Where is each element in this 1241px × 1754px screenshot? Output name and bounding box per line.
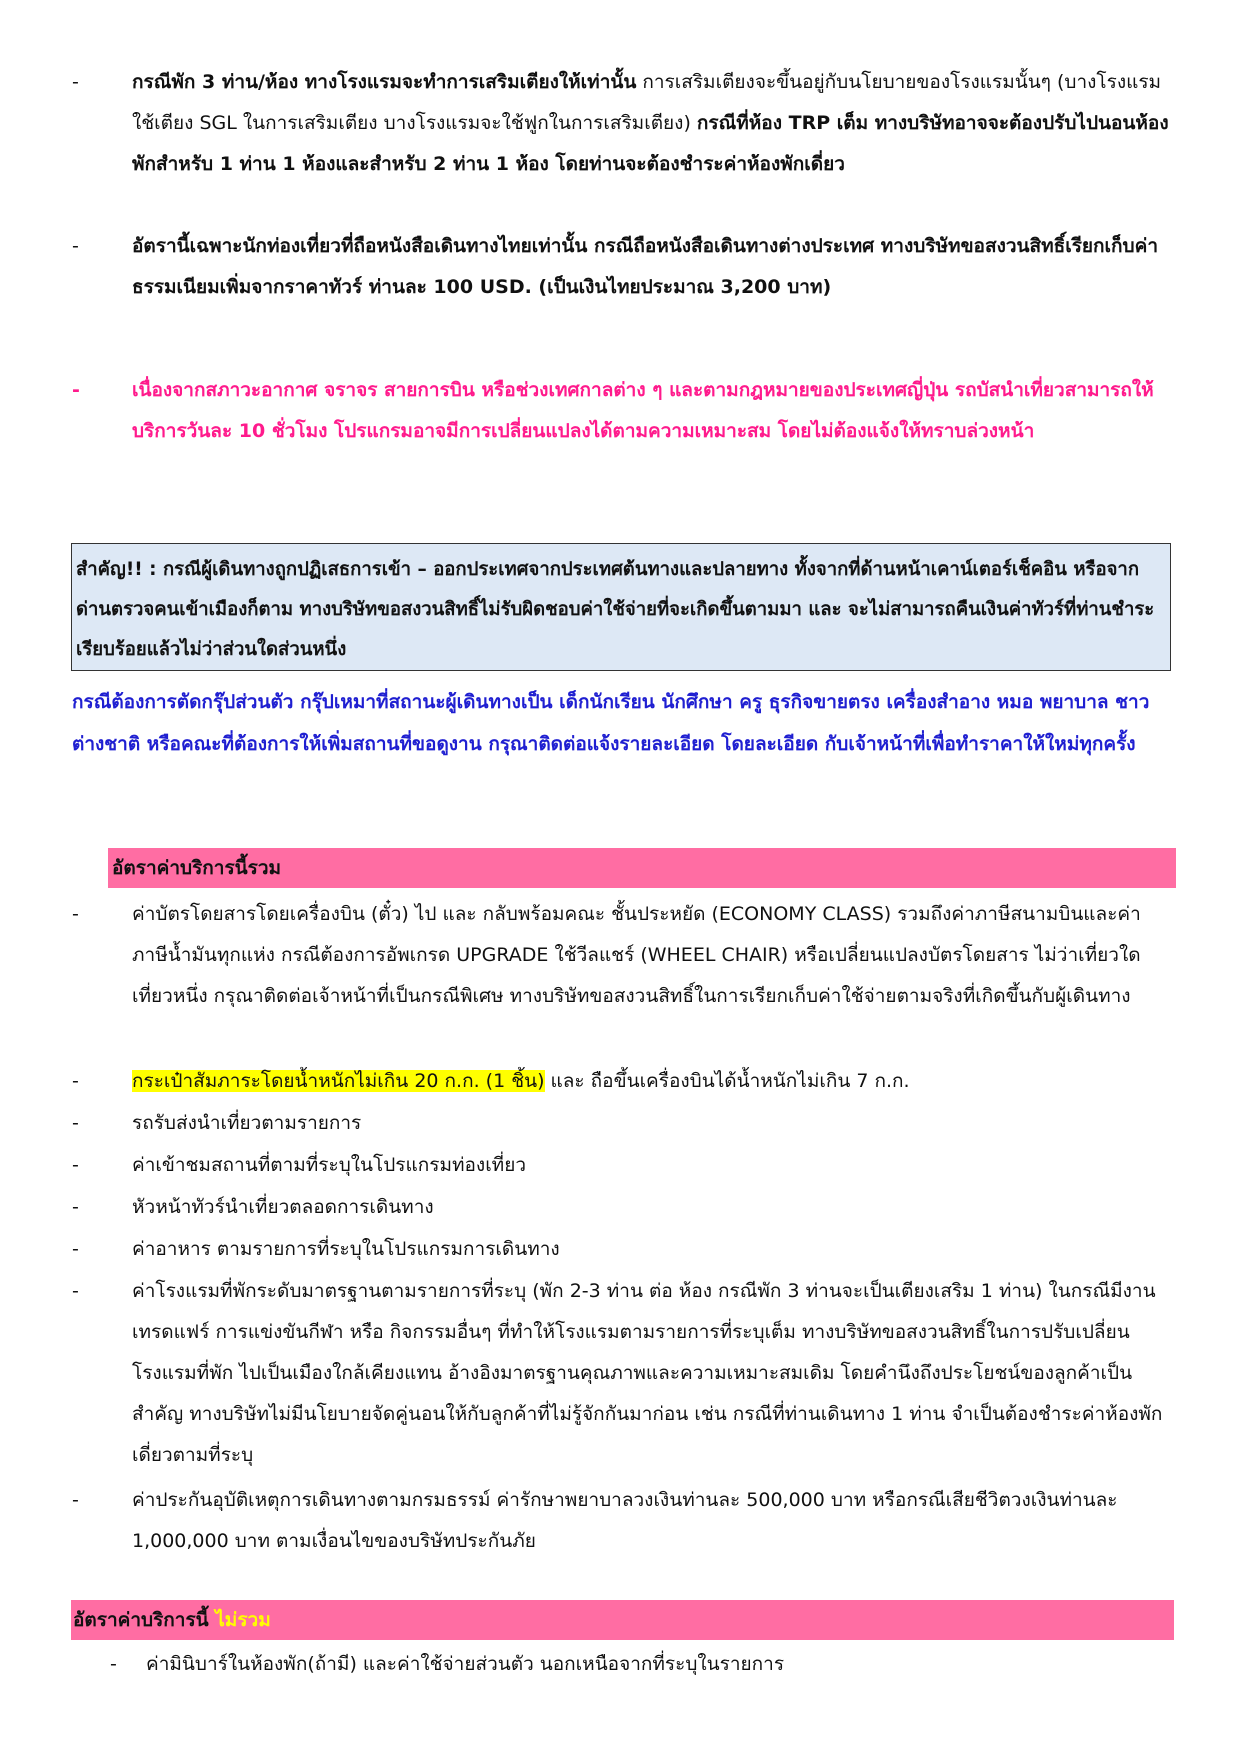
private-group-note: กรณีต้องการตัดกรุ๊ปส่วนตัว กรุ๊ปเหมาที่สถานะผู้เดินทางเป็น เด็กนักเรียน นักศึกษา ครู ธุรกิจขายตรง เครื่องสำอาง หมอ พยาบาล ชาวต่างชาติ หรือคณะที่ต้องการให้เพิ่มสถานที่ขอดูงาน กรุณาติดต่อแจ้งรายละเอียด โดยละเอียด กับเจ้าหน้าที่เพื่อทำราคาให้ใหม่ทุกครั้ง [72,691,1150,755]
included-item-text: กระเป๋าสัมภาระโดยน้ำหนักไม่เกิน 20 ก.ก. (1 ชิ้น) และ ถือขึ้นเครื่องบินได้น้ำหนักไม่เกิน 7 ก.ก. [132,1070,910,1092]
condition-text [132,62,1172,185]
condition-item [72,226,1172,308]
bullet-dash: - [72,1238,79,1260]
included-item-text: หัวหน้าทัวร์นำเที่ยวตลอดการเดินทาง [132,1196,434,1218]
baggage-highlight: กระเป๋าสัมภาระโดยน้ำหนักไม่เกิน 20 ก.ก. (1 ชิ้น) [132,1070,545,1092]
condition-item-warning [72,370,1172,452]
included-item [72,1103,1172,1144]
included-item [72,1187,1172,1228]
bullet-dash: - [72,903,79,925]
bullet-dash: - [72,1112,79,1134]
bullet-dash: - [72,1196,79,1218]
included-item-text: ค่าประกันอุบัติเหตุการเดินทางตามกรมธรรม์ ค่ารักษาพยาบาลวงเงินท่านละ 500,000 บาท หรือกรณีเสียชีวิตวงเงินท่านละ 1,000,000 บาท ตามเงื่อนไขของบริษัทประกันภัย [132,1489,1118,1552]
included-item-text: ค่าบัตรโดยสารโดยเครื่องบิน (ตั๋ว) ไป และ กลับพร้อมคณะ ชั้นประหยัด (ECONOMY CLASS) รวมถึงค่าภาษีสนามบินและค่าภาษีน้ำมันทุกแห่ง กรณีต้องการอัพเกรด UPGRADE ใช้วีลแชร์ (WHEEL CHAIR) หรือเปลี่ยนแปลงบัตรโดยสาร ไม่ว่าเที่ยวใด เที่ยวหนึ่ง กรุณาติดต่อเจ้าหน้าที่เป็นกรณีพิเศษ ทางบริษัทขอสงวนสิทธิ์ในการเรียกเก็บค่าใช้จ่ายตามจริงที่เกิดขึ้นกับผู้เดินทาง [132,903,1141,1007]
bullet-dash: - [72,1070,79,1092]
included-item-text: ค่าเข้าชมสถานที่ตามที่ระบุในโปรแกรมท่องเที่ยว [132,1154,527,1176]
included-item [72,1480,1172,1562]
bullet-dash: - [72,379,80,401]
bullet-dash: - [72,235,79,257]
excluded-highlight: ไม่รวม [215,1609,271,1631]
condition-text: อัตรานี้เฉพาะนักท่องเที่ยวที่ถือหนังสือเดินทางไทยเท่านั้น กรณีถือหนังสือเดินทางต่างประเทศ ทางบริษัทขอสงวนสิทธิ์เรียกเก็บค่าธรรมเนียมเพิ่มจากราคาทัวร์ ท่านละ 100 USD. (เป็นเงินไทยประมาณ 3,200 บาท) [132,235,1158,298]
bullet-dash: - [72,1489,79,1511]
included-section-title: อัตราค่าบริการนี้รวม [108,848,1176,888]
included-item [72,1229,1172,1270]
condition-normal: การเสริมเตียงจะขึ้นอยู่กับนโยบายของโรงแรมนั้นๆ (บางโรงแรมใช้เตียง SGL ในการเสริมเตียง บางโรงแรมจะใช้ฟูกในการเสริมเตียง) [132,71,1162,134]
included-item [72,1061,1172,1102]
condition-item [72,62,1172,185]
excluded-item [110,1644,1172,1685]
important-notice-box: สำคัญ!! : กรณีผู้เดินทางถูกปฏิเสธการเข้า – ออกประเทศจากประเทศต้นทางและปลายทาง ทั้งจากที่ด้านหน้าเคาน์เตอร์เช็คอิน หรือจากด่านตรวจคนเข้าเมืองก็ตาม ทางบริษัทขอสงวนสิทธิ์ไม่รับผิดชอบค่าใช้จ่ายที่จะเกิดขึ้นตามมา และ จะไม่สามารถคืนเงินค่าทัวร์ที่ท่านชำระเรียบร้อยแล้วไม่ว่าส่วนใดส่วนหนึ่ง [71,543,1171,671]
bullet-dash: - [72,71,79,93]
condition-bold-tail: กรณีที่ห้อง TRP เต็ม ทางบริษัทอาจจะต้องปรับไปนอนห้องพักสำหรับ 1 ท่าน 1 ห้องและสำหรับ 2 ท่าน 1 ห้อง โดยท่านจะต้องชำระค่าห้องพักเดี่ยว [132,112,1169,175]
excluded-section-title: อัตราค่าบริการนี้ ไม่รวม [71,1600,1174,1640]
bullet-dash: - [110,1653,117,1675]
included-item-text: ค่าอาหาร ตามรายการที่ระบุในโปรแกรมการเดินทาง [132,1238,560,1260]
included-item [72,1271,1172,1476]
included-item-text: รถรับส่งนำเที่ยวตามรายการ [132,1112,362,1134]
condition-bold-lead: กรณีพัก 3 ท่าน/ห้อง ทางโรงแรมจะทำการเสริมเตียงให้เท่านั้น [132,71,637,93]
included-item [72,894,1172,1017]
bullet-dash: - [72,1154,79,1176]
included-item [72,1145,1172,1186]
bullet-dash: - [72,1280,79,1302]
excluded-item-text: ค่ามินิบาร์ในห้องพัก(ถ้ามี) และค่าใช้จ่ายส่วนตัว นอกเหนือจากที่ระบุในรายการ [146,1653,785,1675]
condition-text: เนื่องจากสภาวะอากาศ จราจร สายการบิน หรือช่วงเทศกาลต่าง ๆ และตามกฎหมายของประเทศญี่ปุ่น รถบัสนำเที่ยวสามารถให้บริการวันละ 10 ชั่วโมง โปรแกรมอาจมีการเปลี่ยนแปลงได้ตามความเหมาะสม โดยไม่ต้องแจ้งให้ทราบล่วงหน้า [132,379,1154,442]
included-item-text: ค่าโรงแรมที่พักระดับมาตรฐานตามรายการที่ระบุ (พัก 2-3 ท่าน ต่อ ห้อง กรณีพัก 3 ท่านจะเป็นเตียงเสริม 1 ท่าน) ในกรณีมีงานเทรดแฟร์ การแข่งขันกีฬา หรือ กิจกรรมอื่นๆ ที่ทำให้โรงแรมตามรายการที่ระบุเต็ม ทางบริษัทขอสงวนสิทธิ์ในการปรับเปลี่ยนโรงแรมที่พัก ไปเป็นเมืองใกล้เคียงแทน อ้างอิงมาตรฐานคุณภาพและความเหมาะสมเดิม โดยคำนึงถึงประโยชน์ของลูกค้าเป็นสำคัญ ทางบริษัทไม่มีนโยบายจัดคู่นอนให้กับลูกค้าที่ไม่รู้จักกันมาก่อน เช่น กรณีที่ท่านเดินทาง 1 ท่าน จำเป็นต้องชำระค่าห้องพักเดี่ยวตามที่ระบุ [132,1280,1163,1466]
